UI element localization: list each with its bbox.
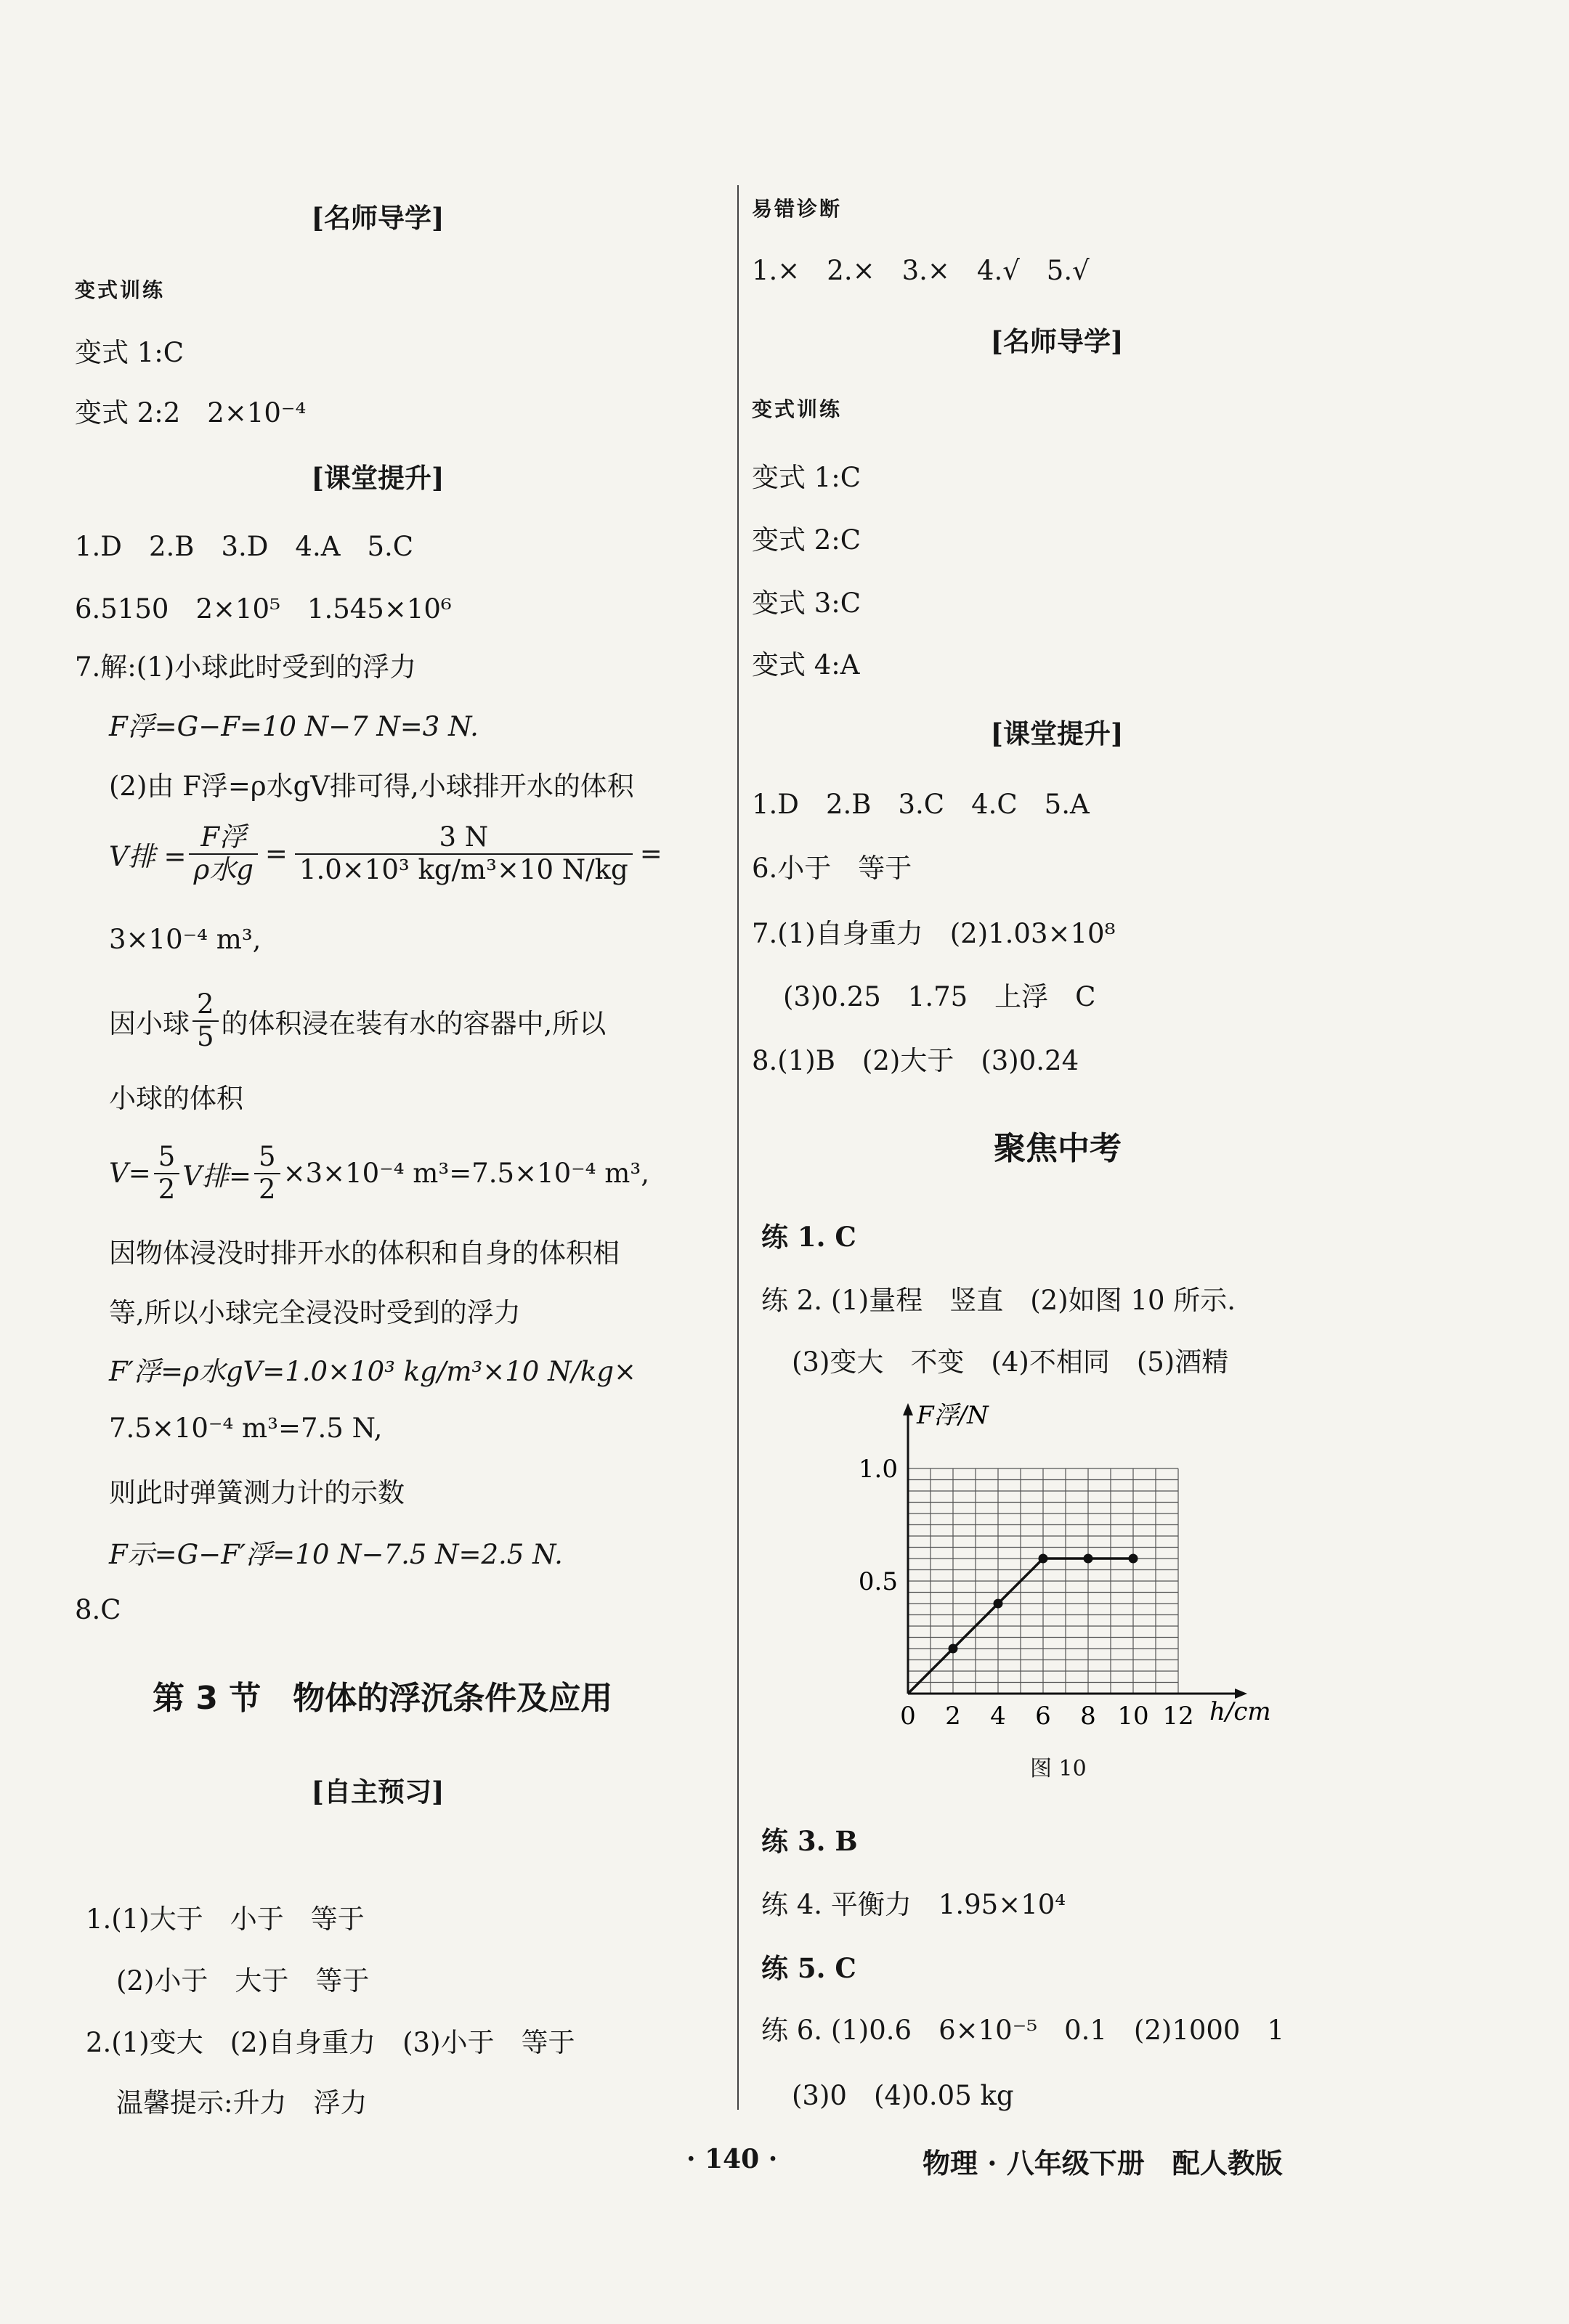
answer-q7-line2: (2)由 F浮=ρ水gV排可得,小球排开水的体积 <box>109 771 634 802</box>
answer-q7-title: 7.解:(1)小球此时受到的浮力 <box>75 651 417 683</box>
answer-q7-line10: F′浮=ρ水gV=1.0×10³ kg/m³×10 N/kg× <box>109 1356 637 1387</box>
y-axis-arrow <box>903 1403 913 1415</box>
answer-lian-2a: 练 2. (1)量程 竖直 (2)如图 10 所示. <box>761 1285 1236 1316</box>
answer-q7-line6: 小球的体积 <box>109 1083 243 1114</box>
answer-lian-2b: (3)变大 不变 (4)不相同 (5)酒精 <box>792 1346 1229 1378</box>
section-title: 第 3 节 物体的浮沉条件及应用 <box>153 1680 613 1717</box>
book-title-footer: 物理 · 八年级下册 配人教版 <box>923 2147 1283 2179</box>
heading-ketang-tisheng-right: [课堂提升] <box>990 718 1124 749</box>
x-tick-label: 4 <box>990 1702 1006 1731</box>
q7-line5-fraction <box>192 989 219 1052</box>
tip-wenxin: 温馨提示:升力 浮力 <box>116 2087 368 2118</box>
answer-q7b-right: (3)0.25 1.75 上浮 C <box>783 981 1096 1012</box>
answer-q7-line7 <box>109 1142 649 1205</box>
q7-line3-lhs: V排 = <box>109 840 187 872</box>
chart-figure-10 <box>828 1394 1278 1743</box>
x-tick-label: 12 <box>1162 1702 1194 1731</box>
answer-q7-line3: V排 = $\frac{\text{F浮}}{\text{ρ水g}}$ = $\frac{3 N}{\text{1.0×10³ kg/m³×10 N/kg}}$ = <box>109 821 662 885</box>
q7-line7-part-b: V排= <box>182 1160 252 1192</box>
q7-line7-frac1-denominator: 2 <box>158 1173 176 1205</box>
subheading-bianshi-right: 变式训练 <box>752 397 843 421</box>
x-tick-label: 0 <box>900 1702 916 1731</box>
answer-zizhu-1b: (2)小于 大于 等于 <box>116 1965 370 1996</box>
column-divider <box>737 185 739 2110</box>
heading-ketang-tisheng-left: [课堂提升] <box>311 462 445 494</box>
answer-q7-line9: 等,所以小球完全浸没时受到的浮力 <box>109 1297 521 1328</box>
answer-q7-line5 <box>109 989 606 1052</box>
answer-bianshi-1-right: 变式 1:C <box>752 462 861 493</box>
answer-q6-right: 6.小于 等于 <box>752 853 912 884</box>
answer-q1-5-right: 1.D 2.B 3.C 4.C 5.A <box>752 789 1090 820</box>
answer-q7-line8: 因物体浸没时排开水的体积和自身的体积相 <box>109 1238 620 1269</box>
q7-line3-frac2-numerator: 3 N <box>295 822 633 855</box>
answer-q7-line13: F示=G−F′浮=10 N−7.5 N=2.5 N. <box>109 1539 563 1570</box>
answer-q8-right: 8.(1)B (2)大于 (3)0.24 <box>752 1045 1079 1076</box>
answer-bianshi-4-right: 变式 4:A <box>752 649 860 680</box>
answer-q6-left: 6.5150 2×10⁵ 1.545×10⁶ <box>75 593 452 625</box>
q7-line7-fraction-1 <box>154 1142 180 1205</box>
answer-q7-line12: 则此时弹簧测力计的示数 <box>109 1477 405 1508</box>
x-tick-label: 8 <box>1080 1702 1096 1731</box>
answer-zizhu-2: 2.(1)变大 (2)自身重力 (3)小于 等于 <box>86 2027 575 2058</box>
data-point <box>1039 1554 1048 1564</box>
answer-bianshi-3-right: 变式 3:C <box>752 588 861 619</box>
answer-yicuo: 1.× 2.× 3.× 4.√ 5.√ <box>752 255 1090 286</box>
q7-line5-frac-denominator: 5 <box>197 1020 214 1052</box>
answer-bianshi-2-left: 变式 2:2 2×10⁻⁴ <box>75 397 307 428</box>
subheading-bianshi-left: 变式训练 <box>75 278 166 302</box>
heading-mingshi-daoxue-right: [名师导学] <box>990 325 1124 357</box>
answer-lian-5: 练 5. C <box>761 1952 856 1984</box>
q7-line7-part-a: V= <box>109 1158 151 1190</box>
answer-q7-line11: 7.5×10⁻⁴ m³=7.5 N, <box>109 1413 383 1444</box>
answer-lian-4: 练 4. 平衡力 1.95×10⁴ <box>761 1889 1066 1920</box>
data-point <box>949 1644 958 1654</box>
data-point <box>994 1599 1003 1609</box>
q7-line7-frac2-numerator: 5 <box>254 1142 280 1174</box>
q7-line3-frac2-denominator: 1.0×10³ kg/m³×10 N/kg <box>299 853 628 885</box>
answer-q7a-right: 7.(1)自身重力 (2)1.03×10⁸ <box>752 918 1116 949</box>
q7-line5-part-b: 的体积浸在装有水的容器中,所以 <box>221 1007 607 1039</box>
y-tick-label: 1.0 <box>858 1455 898 1484</box>
q7-line3-fraction-1 <box>189 822 257 885</box>
chart-axes <box>903 1403 1247 1699</box>
chart-grid <box>908 1468 1178 1694</box>
x-tick-label: 6 <box>1035 1702 1051 1731</box>
q7-line3-fraction-2 <box>295 822 633 885</box>
q7-line7-part-c: ×3×10⁻⁴ m³=7.5×10⁻⁴ m³, <box>283 1158 649 1190</box>
q7-line7-fraction-2 <box>254 1142 280 1205</box>
y-tick-label: 0.5 <box>858 1567 898 1596</box>
q7-line5-part-a: 因小球 <box>109 1007 190 1039</box>
answer-q7-line1: F浮=G−F=10 N−7 N=3 N. <box>109 711 479 742</box>
chart-x-axis-label: h/cm <box>1209 1697 1271 1726</box>
figure-caption: 图 10 <box>1030 1756 1087 1781</box>
chart-y-axis-label: F浮/N <box>917 1401 989 1430</box>
answer-bianshi-2-right: 变式 2:C <box>752 524 861 556</box>
answer-q1-5-left: 1.D 2.B 3.D 4.A 5.C <box>75 531 414 562</box>
subheading-yicuo-zhenduan: 易错诊断 <box>752 197 843 221</box>
answer-q8-left: 8.C <box>75 1594 121 1625</box>
page-number: · 140 · <box>686 2144 778 2174</box>
answer-lian-6b: (3)0 (4)0.05 kg <box>792 2080 1014 2111</box>
x-tick-label: 2 <box>945 1702 961 1731</box>
data-point <box>1084 1554 1093 1564</box>
q7-line5-frac-numerator: 2 <box>192 989 219 1022</box>
heading-zizhu-yuxi: [自主预习] <box>311 1776 445 1808</box>
answer-lian-3: 练 3. B <box>761 1825 858 1857</box>
answer-q7-line4: 3×10⁻⁴ m³, <box>109 924 262 955</box>
chart-series <box>908 1554 1138 1694</box>
q7-line3-frac1-denominator: ρ水g <box>193 853 254 885</box>
data-point <box>1129 1554 1138 1564</box>
answer-lian-1: 练 1. C <box>761 1221 856 1253</box>
q7-line3-frac1-numerator: F浮 <box>189 822 257 855</box>
heading-jujiao-zhongkao: 聚焦中考 <box>994 1130 1122 1167</box>
answer-zizhu-1a: 1.(1)大于 小于 等于 <box>86 1904 365 1935</box>
x-tick-label: 10 <box>1117 1702 1149 1731</box>
q7-line7-frac1-numerator: 5 <box>154 1142 180 1174</box>
answer-bianshi-1-left: 变式 1:C <box>75 337 185 368</box>
answer-lian-6a: 练 6. (1)0.6 6×10⁻⁵ 0.1 (2)1000 1 <box>761 2015 1285 2046</box>
heading-mingshi-daoxue-left: [名师导学] <box>311 202 445 234</box>
q7-line7-frac2-denominator: 2 <box>259 1173 276 1205</box>
